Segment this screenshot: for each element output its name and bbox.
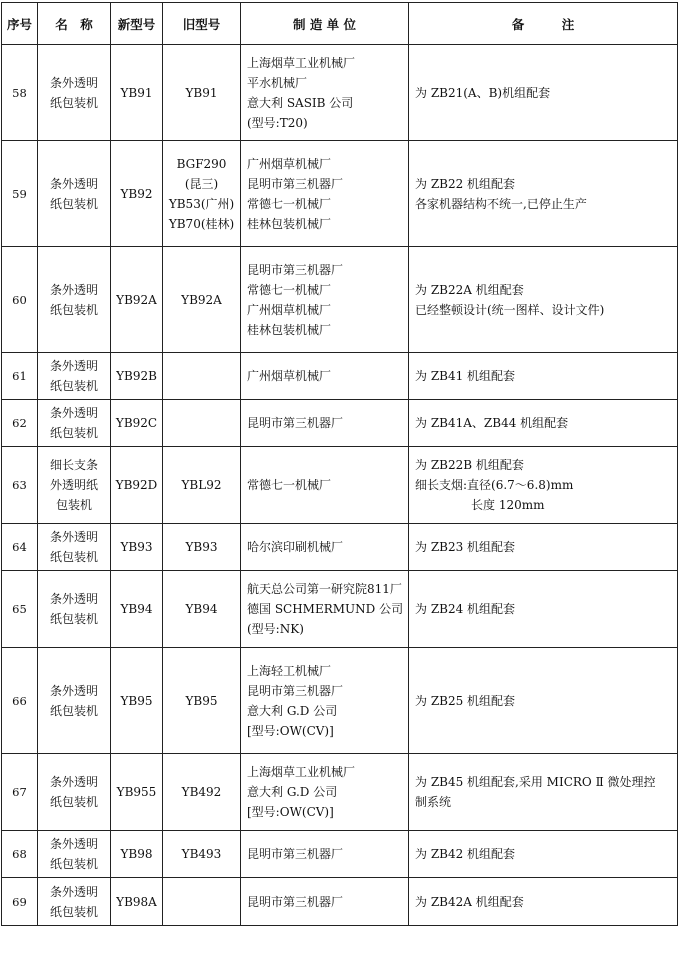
maker-cell-line: 意大利 G.D 公司 (247, 703, 338, 718)
new-model-cell: YB955 (111, 754, 163, 831)
old-model-cell-line: YB91 (185, 85, 218, 100)
maker-cell-line: 常德七一机械厂 (247, 282, 332, 297)
maker-cell-line: 昆明市第三机器厂 (247, 847, 344, 861)
old-model-cell (163, 447, 241, 524)
name-cell-line: 细长支条 (49, 458, 98, 472)
header-remark: 备 注 (409, 3, 678, 45)
maker-cell-line: 哈尔滨印刷机械厂 (247, 540, 344, 554)
remark-cell (409, 45, 678, 141)
table-row (2, 831, 678, 878)
old-model-cell (163, 831, 241, 878)
maker-cell-line: 上海烟草工业机械厂 (247, 55, 356, 70)
seq-cell: 66 (2, 648, 38, 754)
remark-cell-line: 细长支烟:直径(6.7～6.8)mm (415, 478, 574, 492)
name-cell-line: 条外透明 (49, 683, 98, 698)
name-cell (38, 141, 111, 247)
maker-cell-line: 意大利 G.D 公司 (247, 785, 338, 799)
new-model-cell: YB91 (111, 45, 163, 141)
seq-cell: 62 (2, 400, 38, 447)
remark-cell-line: 为 ZB45 机组配套,采用 MICRO Ⅱ 微处理控 (415, 775, 656, 789)
remark-cell-line: 已经整顿设计(统一图样、设计文件) (415, 302, 605, 317)
seq-cell: 59 (2, 141, 38, 247)
seq-cell: 60 (2, 247, 38, 353)
table-row (2, 524, 678, 571)
old-model-cell-line: YB93 (185, 540, 218, 554)
old-model-cell-line: YB493 (181, 847, 222, 861)
seq-cell: 69 (2, 878, 38, 926)
name-cell-line: 纸包装机 (49, 904, 98, 919)
old-model-cell-line: YB492 (181, 785, 222, 799)
maker-cell-line: 意大利 SASIB 公司 (247, 95, 354, 110)
maker-cell (241, 571, 409, 648)
maker-cell-line: [型号:OW(CV)] (247, 805, 334, 819)
remark-cell (409, 878, 678, 926)
new-model-cell: YB95 (111, 648, 163, 754)
name-cell (38, 571, 111, 648)
old-model-cell-line: YB94 (185, 602, 218, 616)
table-row (2, 353, 678, 400)
seq-cell: 68 (2, 831, 38, 878)
new-model-cell: YB92D (111, 447, 163, 524)
maker-cell-line: 昆明市第三机器厂 (247, 176, 344, 191)
maker-cell (241, 141, 409, 247)
table-row (2, 878, 678, 926)
old-model-cell (163, 571, 241, 648)
name-cell (38, 45, 111, 141)
name-cell-line: 条外透明 (49, 282, 98, 297)
old-model-cell (163, 247, 241, 353)
header-old-model: 旧型号 (163, 3, 241, 45)
maker-cell-line: (型号:T20) (247, 115, 308, 130)
maker-cell (241, 247, 409, 353)
new-model-cell: YB98A (111, 878, 163, 926)
new-model-cell: YB92A (111, 247, 163, 353)
maker-cell (241, 754, 409, 831)
seq-cell: 64 (2, 524, 38, 571)
table-row (2, 400, 678, 447)
maker-cell-line: 桂林包装机械厂 (247, 216, 332, 231)
name-cell-line: 纸包装机 (49, 795, 98, 809)
old-model-cell-line: (昆三) (184, 176, 219, 191)
table-row (2, 447, 678, 524)
name-cell (38, 878, 111, 926)
name-cell-line: 包装机 (55, 498, 92, 512)
remark-cell (409, 353, 678, 400)
name-cell-line: 条外透明 (49, 837, 98, 851)
remark-cell-line: 为 ZB22A 机组配套 (415, 282, 524, 297)
maker-cell-line: [型号:OW(CV)] (247, 723, 334, 738)
maker-cell-line: 常德七一机械厂 (247, 478, 332, 492)
name-cell-line: 条外透明 (49, 176, 98, 191)
name-cell-line: 纸包装机 (49, 857, 98, 871)
remark-cell (409, 524, 678, 571)
name-cell (38, 247, 111, 353)
maker-cell-line: 平水机械厂 (247, 75, 308, 90)
remark-cell-line: 为 ZB41 机组配套 (415, 369, 516, 383)
equipment-table (1, 2, 678, 926)
table-body (2, 45, 678, 926)
table-row (2, 141, 678, 247)
name-cell-line: 条外透明 (49, 592, 98, 606)
name-cell (38, 524, 111, 571)
remark-cell (409, 754, 678, 831)
remark-cell-line: 为 ZB24 机组配套 (415, 602, 516, 616)
remark-cell-line: 制系统 (415, 795, 452, 809)
maker-cell-line: 航天总公司第一研究院811厂 (247, 582, 402, 596)
name-cell-line: 条外透明 (49, 884, 98, 899)
remark-cell (409, 447, 678, 524)
seq-cell: 58 (2, 45, 38, 141)
maker-cell-line: 德国 SCHMERMUND 公司 (247, 602, 404, 616)
old-model-cell-line: YBL92 (181, 478, 222, 492)
old-model-cell (163, 141, 241, 247)
table-row (2, 648, 678, 754)
name-cell-line: 纸包装机 (49, 426, 98, 440)
name-cell-line: 纸包装机 (49, 379, 98, 393)
new-model-cell: YB93 (111, 524, 163, 571)
remark-cell-line: 为 ZB42A 机组配套 (415, 894, 524, 909)
name-cell (38, 353, 111, 400)
remark-cell (409, 571, 678, 648)
name-cell (38, 831, 111, 878)
new-model-cell: YB92 (111, 141, 163, 247)
remark-cell-line: 各家机器结构不统一,已停止生产 (415, 196, 587, 211)
old-model-cell (163, 45, 241, 141)
name-cell-line: 纸包装机 (49, 550, 98, 564)
name-cell-line: 纸包装机 (49, 703, 98, 718)
name-cell-line: 外透明纸 (49, 478, 98, 492)
maker-cell (241, 45, 409, 141)
name-cell-line: 纸包装机 (49, 196, 98, 211)
name-cell-line: 条外透明 (49, 75, 98, 90)
remark-cell-line: 为 ZB41A、ZB44 机组配套 (415, 416, 569, 430)
header-seq: 序号 (2, 3, 38, 45)
old-model-cell (163, 754, 241, 831)
header-name: 名 称 (38, 3, 111, 45)
name-cell-line: 纸包装机 (49, 95, 98, 110)
new-model-cell: YB94 (111, 571, 163, 648)
name-cell (38, 754, 111, 831)
seq-cell: 67 (2, 754, 38, 831)
old-model-cell (163, 648, 241, 754)
maker-cell (241, 648, 409, 754)
header-new-model: 新型号 (111, 3, 163, 45)
new-model-cell: YB92B (111, 353, 163, 400)
remark-cell-line: 为 ZB23 机组配套 (415, 540, 516, 554)
header-maker: 制 造 单 位 (241, 3, 409, 45)
old-model-cell (163, 524, 241, 571)
remark-cell-line: 为 ZB42 机组配套 (415, 847, 516, 861)
maker-cell (241, 878, 409, 926)
seq-cell: 65 (2, 571, 38, 648)
table-row (2, 571, 678, 648)
maker-cell-line: 上海轻工机械厂 (247, 663, 332, 678)
old-model-cell-line: YB53(广州) (168, 196, 235, 211)
remark-cell-line: 为 ZB22B 机组配套 (415, 458, 524, 472)
maker-cell (241, 524, 409, 571)
maker-cell-line: 桂林包装机械厂 (247, 322, 332, 337)
remark-cell-line: 长度 120mm (471, 498, 545, 512)
maker-cell (241, 447, 409, 524)
new-model-cell: YB98 (111, 831, 163, 878)
old-model-cell-line: YB92A (181, 292, 222, 307)
maker-cell (241, 831, 409, 878)
remark-cell-line: 为 ZB22 机组配套 (415, 176, 516, 191)
name-cell (38, 400, 111, 447)
old-model-cell-line: YB95 (185, 693, 218, 708)
seq-cell: 61 (2, 353, 38, 400)
maker-cell-line: 昆明市第三机器厂 (247, 416, 344, 430)
name-cell-line: 纸包装机 (49, 612, 98, 626)
remark-cell-line: 为 ZB21(A、B)机组配套 (415, 85, 551, 100)
maker-cell-line: (型号:NK) (247, 622, 304, 636)
maker-cell (241, 400, 409, 447)
remark-cell (409, 831, 678, 878)
old-model-cell (163, 353, 241, 400)
table-row (2, 247, 678, 353)
remark-cell (409, 648, 678, 754)
maker-cell-line: 常德七一机械厂 (247, 196, 332, 211)
name-cell-line: 条外透明 (49, 775, 98, 789)
maker-cell-line: 上海烟草工业机械厂 (247, 765, 356, 779)
remark-cell-line: 为 ZB25 机组配套 (415, 693, 516, 708)
maker-cell-line: 广州烟草机械厂 (247, 156, 332, 171)
maker-cell-line: 昆明市第三机器厂 (247, 262, 344, 277)
remark-cell (409, 400, 678, 447)
table-row (2, 45, 678, 141)
old-model-cell-line: YB70(桂林) (168, 216, 235, 231)
table-row (2, 754, 678, 831)
remark-cell (409, 141, 678, 247)
name-cell (38, 447, 111, 524)
name-cell (38, 648, 111, 754)
remark-cell (409, 247, 678, 353)
maker-cell-line: 广州烟草机械厂 (247, 302, 332, 317)
maker-cell (241, 353, 409, 400)
seq-cell: 63 (2, 447, 38, 524)
name-cell-line: 纸包装机 (49, 302, 98, 317)
name-cell-line: 条外透明 (49, 359, 98, 373)
maker-cell-line: 昆明市第三机器厂 (247, 683, 344, 698)
new-model-cell: YB92C (111, 400, 163, 447)
name-cell-line: 条外透明 (49, 530, 98, 544)
maker-cell-line: 广州烟草机械厂 (247, 369, 332, 383)
maker-cell-line: 昆明市第三机器厂 (247, 894, 344, 909)
old-model-cell (163, 878, 241, 926)
old-model-cell (163, 400, 241, 447)
name-cell-line: 条外透明 (49, 406, 98, 420)
old-model-cell-line: BGF290 (176, 156, 227, 171)
header-row (2, 3, 678, 45)
